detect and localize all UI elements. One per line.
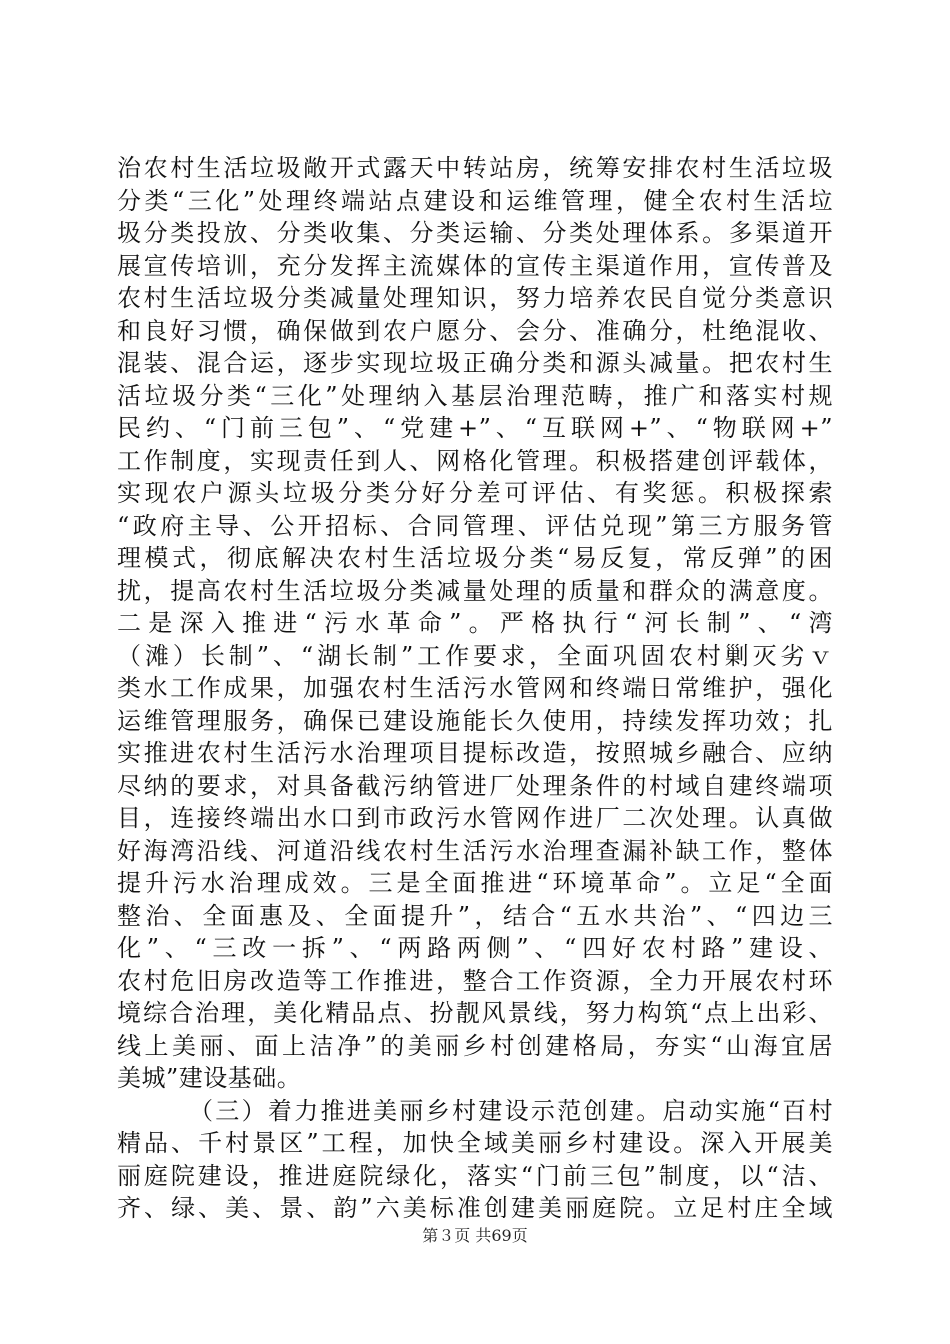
text-line: 圾分类投放、分类收集、分类运输、分类处理体系。多渠道开 xyxy=(117,219,833,247)
text-line: 和良好习惯，确保做到农户愿分、会分、准确分，杜绝混收、 xyxy=(117,316,833,345)
text-line: （滩）长制”、“湖长制”工作要求，全面巩固农村剿灭劣ｖ xyxy=(117,641,833,670)
text-line: 展宣传培训，充分发挥主流媒体的宣传主渠道作用，宣传普及 xyxy=(117,251,833,280)
text-line: 农村危旧房改造等工作推进，整合工作资源，全力开展农村环 xyxy=(117,966,833,995)
text-line: 丽庭院建设，推进庭院绿化，落实“门前三包”制度，以“洁、 xyxy=(117,1161,833,1190)
text-line: 活垃圾分类“三化”处理纳入基层治理范畴，推广和落实村规 xyxy=(117,381,833,410)
text-line: 农村生活垃圾分类减量处理知识，努力培养农民自觉分类意识 xyxy=(117,284,833,312)
text-line: 精品、千村景区”工程，加快全域美丽乡村建设。深入开展美 xyxy=(117,1129,833,1157)
text-line: 理模式，彻底解决农村生活垃圾分类“易反复，常反弹”的困 xyxy=(117,544,833,572)
page-number-footer: 第３页 共69页 xyxy=(422,1226,528,1245)
text-line: 运维管理服务，确保已建设施能长久使用，持续发挥功效；扎 xyxy=(117,706,833,735)
text-line: 美城”建设基础。 xyxy=(117,1064,302,1092)
text-line: 尽纳的要求，对具备截污纳管进厂处理条件的村域自建终端项 xyxy=(117,771,833,800)
text-line: 治农村生活垃圾敞开式露天中转站房，统筹安排农村生活垃圾 xyxy=(117,154,833,182)
text-line: 好海湾沿线、河道沿线农村生活污水治理查漏补缺工作，整体 xyxy=(117,836,833,865)
text-line: “政府主导、公开招标、合同管理、评估兑现”第三方服务管 xyxy=(117,511,833,540)
text-line: 实推进农村生活污水治理项目提标改造，按照城乡融合、应纳 xyxy=(117,739,833,767)
text-line: 齐、绿、美、景、韵”六美标准创建美丽庭院。立足村庄全域 xyxy=(117,1194,833,1222)
text-line: 扰，提高农村生活垃圾分类减量处理的质量和群众的满意度。 xyxy=(117,576,833,605)
text-line: 提升污水治理成效。三是全面推进“环境革命”。立足“全面 xyxy=(117,869,833,897)
text-line: 实现农户源头垃圾分类分好分差可评估、有奖惩。积极探索 xyxy=(117,479,833,507)
text-line: 境综合治理，美化精品点、扮靓风景线，努力构筑“点上出彩、 xyxy=(117,999,833,1027)
text-line: 类水工作成果，加强农村生活污水管网和终端日常维护，强化 xyxy=(117,674,833,702)
text-line: 混装、混合运，逐步实现垃圾正确分类和源头减量。把农村生 xyxy=(117,349,833,377)
text-line-section-heading: （三）着力推进美丽乡村建设示范创建。启动实施“百村 xyxy=(189,1096,833,1125)
text-line: 整治、全面惠及、全面提升”，结合“五水共治”、“四边三 xyxy=(117,901,833,930)
document-body xyxy=(117,152,833,1225)
text-line: 民约、“门前三包”、“党建+”、“互联网+”、“物联网+” xyxy=(117,414,833,442)
text-line: 目，连接终端出水口到市政污水管网作进厂二次处理。认真做 xyxy=(117,804,833,832)
text-line: 线上美丽、面上洁净”的美丽乡村创建格局，夯实“山海宜居 xyxy=(117,1031,833,1060)
text-line: 分类“三化”处理终端站点建设和运维管理，健全农村生活垃 xyxy=(117,186,833,215)
text-line: 二是深入推进“污水革命”。严格执行“河长制”、“湾 xyxy=(117,609,833,637)
text-line: 化”、“三改一拆”、“两路两侧”、“四好农村路”建设、 xyxy=(117,934,833,962)
text-line: 工作制度，实现责任到人、网格化管理。积极搭建创评载体， xyxy=(117,446,833,475)
